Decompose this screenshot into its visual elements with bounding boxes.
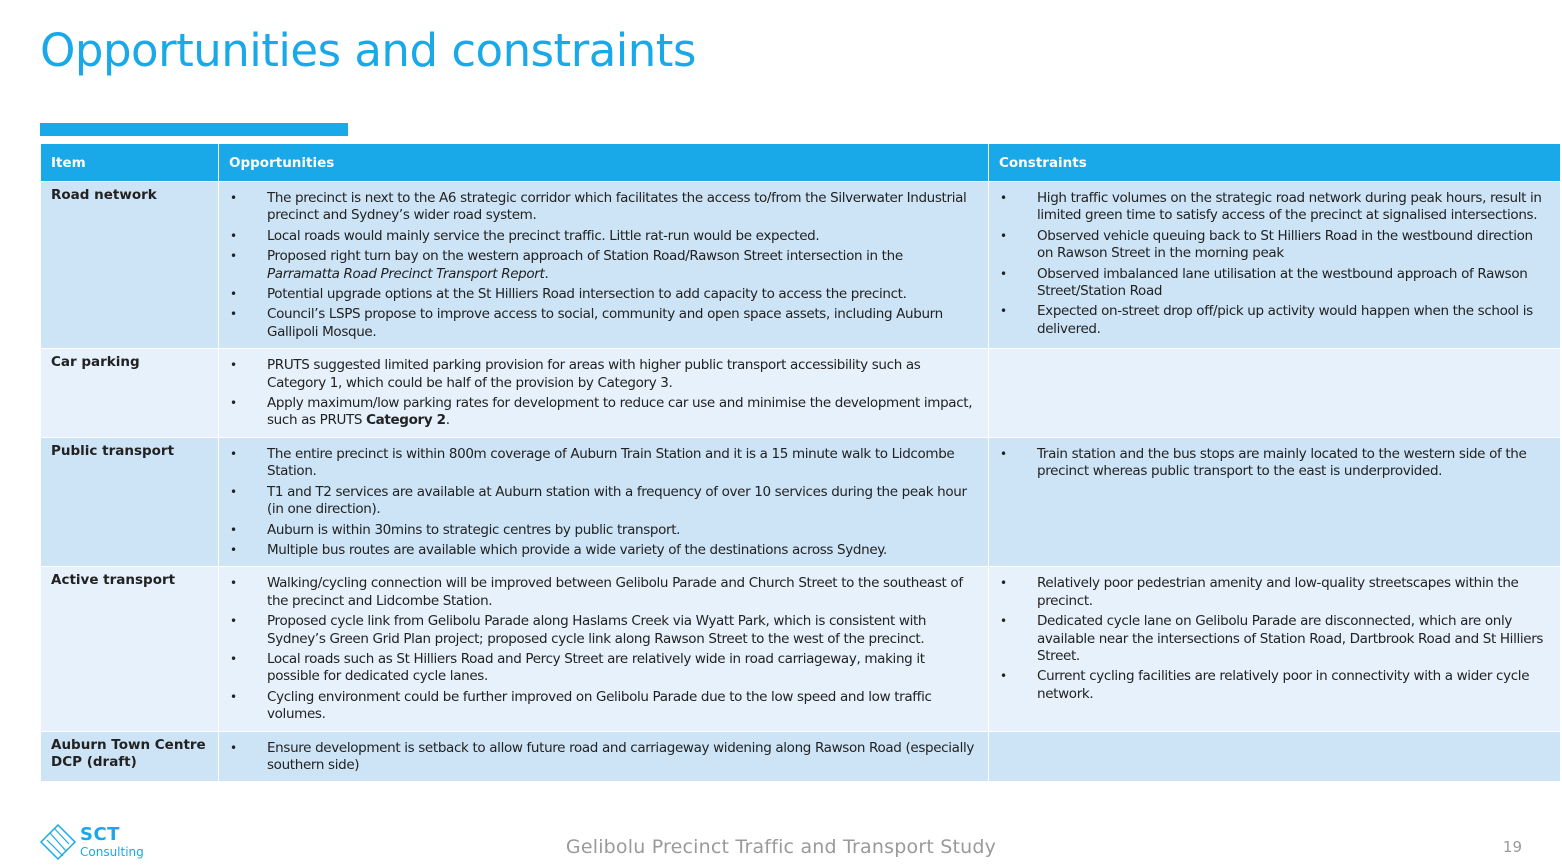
bullet-text: Proposed right turn bay on the western approach of Station Road/Rawson Street intersection in the: [267, 248, 903, 265]
bullet-text: Relatively poor pedestrian amenity and low-quality streetscapes within the precinct.: [1037, 575, 1519, 609]
table-row: [41, 349, 1561, 438]
list-item: [229, 613, 978, 648]
bullet-icon: •: [1000, 191, 1007, 205]
constraints-list: [999, 190, 1550, 338]
header-constraints: Constraints: [989, 144, 1561, 182]
row-opportunities-cell: [219, 349, 989, 438]
opportunities-list: [229, 190, 978, 341]
list-item: [999, 190, 1550, 225]
bullet-icon: •: [230, 484, 237, 499]
bullet-icon: •: [230, 287, 237, 302]
list-item: [999, 575, 1550, 610]
opportunities-constraints-table: [40, 143, 1561, 782]
row-opportunities-cell: [219, 437, 989, 566]
bullet-text: Expected on-street drop off/pick up activity would happen when the school is delivered.: [1037, 303, 1533, 337]
bullet-icon: •: [230, 249, 237, 264]
row-constraints-cell: [989, 349, 1561, 438]
bullet-icon: •: [230, 614, 237, 629]
bullet-text: Proposed cycle link from Gelibolu Parade along Haslams Creek via Wyatt Park, which is consistent with Sydney’s Green Grid Plan project; proposed cycle link along Rawson Street to the west of the precinct.: [267, 613, 927, 647]
bullet-icon: •: [230, 651, 237, 666]
list-item: [229, 357, 978, 392]
bullet-icon: •: [1000, 266, 1007, 281]
list-item: [999, 446, 1550, 481]
row-constraints-cell: [989, 567, 1561, 731]
bullet-icon: •: [230, 307, 237, 322]
bullet-icon: •: [230, 191, 237, 205]
bullet-icon: •: [230, 689, 237, 704]
header-item: Item: [41, 144, 219, 182]
bullet-text: T1 and T2 services are available at Auburn station with a frequency of over 10 services during the peak hour (in one direction).: [267, 483, 967, 518]
page-title: Opportunities and constraints: [40, 24, 696, 77]
opportunities-list: [229, 740, 978, 775]
bullet-text: Train station and the bus stops are mainly located to the western side of the precinct whereas public transport to the east is underprovided.: [1037, 445, 1527, 480]
list-item: [229, 575, 978, 610]
bullet-icon: •: [1000, 228, 1007, 243]
header-opportunities: Opportunities: [219, 144, 989, 182]
bullet-text: PRUTS suggested limited parking provision for areas with higher public transport accessibility such as Category 1, which could be half of the provision by Category 3.: [267, 357, 921, 391]
table-row: [41, 731, 1561, 782]
page-number: 19: [1502, 838, 1522, 856]
row-opportunities-cell: [219, 567, 989, 731]
list-item: [229, 740, 978, 775]
bullet-text: Observed imbalanced lane utilisation at the westbound approach of Rawson Street/Station Road: [1037, 265, 1528, 300]
opportunities-list: [229, 575, 978, 723]
row-item-label: Car parking: [41, 349, 219, 438]
constraints-list: [999, 446, 1550, 481]
bullet-icon: •: [230, 740, 237, 755]
bullet-icon: •: [1000, 304, 1007, 319]
bullet-text: Apply maximum/low parking rates for development to reduce car use and minimise the development impact, such as PRUTS: [267, 395, 973, 429]
row-item-label: Auburn Town Centre DCP (draft): [41, 731, 219, 782]
list-item: [999, 303, 1550, 338]
list-item: [229, 228, 978, 245]
bullet-text: .: [445, 412, 450, 429]
bullet-text: Local roads would mainly service the precinct traffic. Little rat-run would be expected.: [267, 227, 820, 244]
logo-main-text: SCT: [80, 824, 120, 845]
bullet-text: .: [544, 265, 549, 282]
list-item: [229, 395, 978, 430]
bullet-text: Council’s LSPS propose to improve access to social, community and open space assets, including Auburn Gallipoli Mosque.: [267, 306, 943, 340]
bullet-icon: •: [230, 542, 237, 557]
list-item: [229, 651, 978, 686]
row-opportunities-cell: [219, 731, 989, 782]
bullet-icon: •: [230, 228, 237, 243]
title-accent-bar: [40, 123, 348, 136]
list-item: [999, 266, 1550, 301]
table-row: [41, 437, 1561, 566]
bullet-text: Cycling environment could be further improved on Gelibolu Parade due to the low speed and low traffic volumes.: [267, 688, 932, 723]
row-item-label: Road network: [41, 182, 219, 349]
list-item: [999, 613, 1550, 665]
constraints-list: [999, 575, 1550, 703]
row-constraints-cell: [989, 182, 1561, 349]
list-item: [229, 446, 978, 481]
bullet-text: High traffic volumes on the strategic road network during peak hours, result in limited green time to satisfy access of the precinct at signalised intersections.: [1037, 190, 1542, 224]
opportunities-list: [229, 446, 978, 559]
bullet-text: Observed vehicle queuing back to St Hilliers Road in the westbound direction on Rawson Street in the morning peak: [1037, 227, 1533, 262]
bullet-text: Current cycling facilities are relatively poor in connectivity with a wider cycle network.: [1037, 668, 1530, 702]
bullet-icon: •: [230, 446, 237, 461]
bullet-icon: •: [230, 576, 237, 591]
bullet-text: Multiple bus routes are available which provide a wide variety of the destinations across Sydney.: [267, 541, 887, 558]
list-item: [229, 306, 978, 341]
list-item: [229, 248, 978, 283]
list-item: [229, 286, 978, 303]
bullet-text: Parramatta Road Precinct Transport Report: [267, 265, 545, 282]
opportunities-list: [229, 357, 978, 430]
table-row: [41, 182, 1561, 349]
footer-study-title: Gelibolu Precinct Traffic and Transport Study: [565, 836, 997, 858]
bullet-text: Category 2: [366, 412, 446, 429]
table-body: [41, 182, 1561, 782]
logo-sub-text: Consulting: [80, 845, 144, 859]
bullet-icon: •: [1000, 614, 1007, 629]
bullet-text: Potential upgrade options at the St Hilliers Road intersection to add capacity to access the precinct.: [267, 286, 907, 303]
bullet-text: Auburn is within 30mins to strategic centres by public transport.: [267, 521, 681, 538]
row-item-label: Active transport: [41, 567, 219, 731]
list-item: [229, 689, 978, 724]
list-item: [229, 190, 978, 225]
bullet-text: The precinct is next to the A6 strategic corridor which facilitates the access to/from the Silverwater Industrial precinct and Sydney’s wider road system.: [267, 190, 967, 224]
bullet-text: Ensure development is setback to allow future road and carriageway widening along Rawson Road (especially southern side): [267, 739, 975, 773]
table-header-row: [41, 144, 1561, 182]
list-item: [999, 228, 1550, 263]
bullet-text: Walking/cycling connection will be improved between Gelibolu Parade and Church Street to the southeast of the precinct and Lidcombe Station.: [267, 575, 963, 609]
list-item: [229, 522, 978, 539]
table-row: [41, 567, 1561, 731]
list-item: [229, 484, 978, 519]
list-item: [999, 668, 1550, 703]
row-constraints-cell: [989, 731, 1561, 782]
bullet-text: The entire precinct is within 800m coverage of Auburn Train Station and it is a 15 minute walk to Lidcombe Station.: [267, 445, 955, 480]
row-opportunities-cell: [219, 182, 989, 349]
bullet-text: Local roads such as St Hilliers Road and Percy Street are relatively wide in road carriageway, making it possible for dedicated cycle lanes.: [267, 650, 925, 685]
bullet-icon: •: [230, 522, 237, 537]
row-item-label: Public transport: [41, 437, 219, 566]
bullet-icon: •: [1000, 576, 1007, 591]
bullet-icon: •: [1000, 669, 1007, 684]
row-constraints-cell: [989, 437, 1561, 566]
bullet-icon: •: [1000, 446, 1007, 461]
bullet-icon: •: [230, 358, 237, 373]
list-item: [229, 542, 978, 559]
bullet-icon: •: [230, 396, 237, 411]
bullet-text: Dedicated cycle lane on Gelibolu Parade are disconnected, which are only available near the intersections of Station Road, Dartbrook Road and St Hilliers Street.: [1037, 613, 1544, 664]
